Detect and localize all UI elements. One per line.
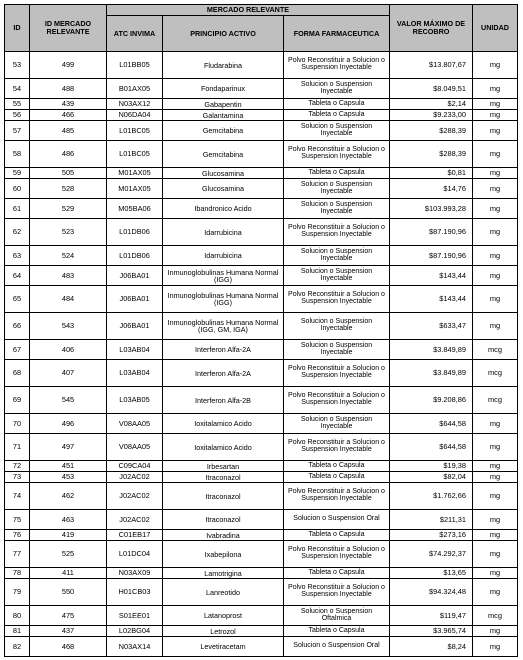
cell-id-mercado: 406: [30, 340, 107, 360]
cell-atc: L02BG04: [107, 626, 163, 637]
cell-unidad: mg: [473, 168, 518, 179]
cell-atc: J06BA01: [107, 313, 163, 340]
cell-valor: $94.324,48: [390, 579, 473, 606]
cell-principio-activo: Inmunoglobulinas Humana Normal (IGG): [163, 286, 284, 313]
cell-unidad: mg: [473, 246, 518, 266]
cell-id-mercado: 496: [30, 414, 107, 434]
cell-principio-activo: Fondaparinux: [163, 79, 284, 99]
cell-unidad: mg: [473, 141, 518, 168]
cell-id: 81: [5, 626, 30, 637]
cell-unidad: mg: [473, 110, 518, 121]
cell-id: 56: [5, 110, 30, 121]
cell-atc: L01BB05: [107, 52, 163, 79]
cell-id: 74: [5, 483, 30, 510]
table-row: [5, 434, 518, 461]
cell-id-mercado: 499: [30, 52, 107, 79]
cell-valor: $87.190,96: [390, 246, 473, 266]
cell-unidad: mg: [473, 286, 518, 313]
cell-unidad: mg: [473, 541, 518, 568]
cell-principio-activo: Lamotrigina: [163, 568, 284, 579]
cell-id: 75: [5, 510, 30, 530]
cell-principio-activo: Glucosamina: [163, 168, 284, 179]
cell-principio-activo: Ivabradina: [163, 530, 284, 541]
cell-id: 78: [5, 568, 30, 579]
cell-id: 80: [5, 606, 30, 626]
cell-unidad: mcg: [473, 606, 518, 626]
cell-valor: $644,58: [390, 434, 473, 461]
cell-principio-activo: Itraconazol: [163, 510, 284, 530]
cell-principio-activo: Letrozol: [163, 626, 284, 637]
header-principio: PRINCIPIO ACTIVO: [163, 16, 284, 52]
cell-principio-activo: Gabapentin: [163, 99, 284, 110]
cell-id-mercado: 505: [30, 168, 107, 179]
cell-unidad: mcg: [473, 387, 518, 414]
cell-id: 58: [5, 141, 30, 168]
cell-forma: Solucion o Suspension Inyectable: [284, 246, 390, 266]
cell-atc: C01EB17: [107, 530, 163, 541]
cell-principio-activo: Idarrubicina: [163, 246, 284, 266]
table-row: [5, 541, 518, 568]
cell-unidad: mg: [473, 483, 518, 510]
cell-principio-activo: Irbesartan: [163, 461, 284, 472]
cell-atc: L03AB04: [107, 340, 163, 360]
cell-forma: Polvo Reconstituir a Solucion o Suspension Inyectable: [284, 579, 390, 606]
cell-valor: $644,58: [390, 414, 473, 434]
table-row: [5, 168, 518, 179]
document-page: [4, 4, 517, 657]
cell-atc: L03AB04: [107, 360, 163, 387]
cell-id-mercado: 462: [30, 483, 107, 510]
cell-valor: $143,44: [390, 286, 473, 313]
table-row: [5, 568, 518, 579]
table-row: [5, 637, 518, 657]
cell-principio-activo: Idarrubicina: [163, 219, 284, 246]
cell-id: 61: [5, 199, 30, 219]
cell-unidad: mcg: [473, 340, 518, 360]
table-row: [5, 219, 518, 246]
cell-forma: Solucion o Suspension Inyectable: [284, 266, 390, 286]
cell-id-mercado: 419: [30, 530, 107, 541]
cell-forma: Tableta o Capsula: [284, 472, 390, 483]
cell-forma: Polvo Reconstituir a Solucion o Suspension Inyectable: [284, 286, 390, 313]
cell-atc: L03AB05: [107, 387, 163, 414]
cell-unidad: mg: [473, 579, 518, 606]
cell-principio-activo: Itraconazol: [163, 483, 284, 510]
cell-valor: $3.965,74: [390, 626, 473, 637]
cell-forma: Tableta o Capsula: [284, 168, 390, 179]
cell-id: 59: [5, 168, 30, 179]
cell-unidad: mg: [473, 199, 518, 219]
header-mercado-relevante: MERCADO RELEVANTE: [107, 5, 390, 16]
cell-unidad: mg: [473, 637, 518, 657]
cell-id-mercado: 484: [30, 286, 107, 313]
cell-valor: $9.233,00: [390, 110, 473, 121]
cell-forma: Tableta o Capsula: [284, 568, 390, 579]
cell-forma: Polvo Reconstituir a Solucion o Suspension Inyectable: [284, 387, 390, 414]
cell-principio-activo: Ioxitalamico Acido: [163, 434, 284, 461]
cell-valor: $87.190,96: [390, 219, 473, 246]
cell-principio-activo: Lanreotido: [163, 579, 284, 606]
cell-unidad: mg: [473, 626, 518, 637]
cell-valor: $13.807,67: [390, 52, 473, 79]
table-row: [5, 199, 518, 219]
header-atc: ATC INVIMA: [107, 16, 163, 52]
cell-valor: $288,39: [390, 141, 473, 168]
cell-id-mercado: 525: [30, 541, 107, 568]
cell-forma: Solucion o Suspension Inyectable: [284, 313, 390, 340]
cell-atc: L01DB06: [107, 219, 163, 246]
cell-atc: J06BA01: [107, 286, 163, 313]
cell-valor: $633,47: [390, 313, 473, 340]
cell-atc: J02AC02: [107, 472, 163, 483]
cell-id: 82: [5, 637, 30, 657]
cell-forma: Solucion o Suspension Oftalmica: [284, 606, 390, 626]
cell-principio-activo: Ibandronico Acido: [163, 199, 284, 219]
cell-id: 67: [5, 340, 30, 360]
cell-id: 63: [5, 246, 30, 266]
cell-forma: Tableta o Capsula: [284, 530, 390, 541]
cell-forma: Polvo Reconstituir a Solucion o Suspension Inyectable: [284, 541, 390, 568]
cell-unidad: mg: [473, 472, 518, 483]
cell-atc: N03AX12: [107, 99, 163, 110]
cell-id: 57: [5, 121, 30, 141]
cell-id: 77: [5, 541, 30, 568]
cell-forma: Solucion o Suspension Inyectable: [284, 179, 390, 199]
table-row: [5, 340, 518, 360]
cell-valor: $3.849,89: [390, 360, 473, 387]
cell-atc: L01DC04: [107, 541, 163, 568]
table-row: [5, 52, 518, 79]
cell-id: 68: [5, 360, 30, 387]
cell-id: 76: [5, 530, 30, 541]
cell-id-mercado: 528: [30, 179, 107, 199]
cell-principio-activo: Itraconazol: [163, 472, 284, 483]
cell-id-mercado: 483: [30, 266, 107, 286]
cell-id: 69: [5, 387, 30, 414]
table-row: [5, 79, 518, 99]
cell-unidad: mg: [473, 219, 518, 246]
cell-atc: M01AX05: [107, 168, 163, 179]
header-unidad: UNIDAD: [473, 5, 518, 52]
cell-principio-activo: Galantamina: [163, 110, 284, 121]
cell-valor: $0,81: [390, 168, 473, 179]
cell-unidad: mcg: [473, 360, 518, 387]
cell-atc: L01DB06: [107, 246, 163, 266]
cell-valor: $9.208,86: [390, 387, 473, 414]
table-row: [5, 360, 518, 387]
cell-unidad: mg: [473, 434, 518, 461]
cell-principio-activo: Glucosamina: [163, 179, 284, 199]
cell-principio-activo: Levetiracetam: [163, 637, 284, 657]
cell-atc: S01EE01: [107, 606, 163, 626]
cell-unidad: mg: [473, 530, 518, 541]
table-row: [5, 461, 518, 472]
cell-unidad: mg: [473, 99, 518, 110]
cell-atc: C09CA04: [107, 461, 163, 472]
cell-forma: Solucion o Suspension Inyectable: [284, 340, 390, 360]
cell-valor: $1.762,66: [390, 483, 473, 510]
cell-id-mercado: 524: [30, 246, 107, 266]
cell-unidad: mg: [473, 510, 518, 530]
cell-valor: $19,38: [390, 461, 473, 472]
cell-id: 65: [5, 286, 30, 313]
cell-id: 55: [5, 99, 30, 110]
cell-unidad: mg: [473, 461, 518, 472]
cell-valor: $143,44: [390, 266, 473, 286]
cell-forma: Solucion o Suspension Inyectable: [284, 121, 390, 141]
table-row: [5, 579, 518, 606]
table-row: [5, 606, 518, 626]
cell-forma: Solucion o Suspension Inyectable: [284, 414, 390, 434]
cell-valor: $8.049,51: [390, 79, 473, 99]
header-id: ID: [5, 5, 30, 52]
header-id-mercado: ID MERCADO RELEVANTE: [30, 5, 107, 52]
cell-id: 71: [5, 434, 30, 461]
cell-valor: $3.849,89: [390, 340, 473, 360]
cell-id-mercado: 407: [30, 360, 107, 387]
cell-unidad: mg: [473, 568, 518, 579]
cell-forma: Polvo Reconstituir a Solucion o Suspension Inyectable: [284, 141, 390, 168]
cell-forma: Tableta o Capsula: [284, 110, 390, 121]
cell-id: 70: [5, 414, 30, 434]
cell-principio-activo: Ixabepilona: [163, 541, 284, 568]
cell-forma: Solucion o Suspension Oral: [284, 637, 390, 657]
cell-forma: Solucion o Suspension Oral: [284, 510, 390, 530]
cell-principio-activo: Interferon Alfa-2B: [163, 387, 284, 414]
table-row: [5, 472, 518, 483]
cell-unidad: mg: [473, 52, 518, 79]
cell-forma: Solucion o Suspension Inyectable: [284, 199, 390, 219]
cell-valor: $2,14: [390, 99, 473, 110]
cell-valor: $211,31: [390, 510, 473, 530]
cell-forma: Tableta o Capsula: [284, 461, 390, 472]
cell-forma: Polvo Reconstituir a Solucion o Suspension Inyectable: [284, 483, 390, 510]
cell-unidad: mg: [473, 79, 518, 99]
cell-id: 60: [5, 179, 30, 199]
cell-valor: $82,04: [390, 472, 473, 483]
cell-principio-activo: Ioxitalamico Acido: [163, 414, 284, 434]
cell-atc: M05BA06: [107, 199, 163, 219]
cell-id-mercado: 453: [30, 472, 107, 483]
cell-unidad: mg: [473, 414, 518, 434]
cell-atc: V08AA05: [107, 414, 163, 434]
cell-principio-activo: Gemcitabina: [163, 121, 284, 141]
table-body: [5, 52, 518, 657]
cell-id-mercado: 437: [30, 626, 107, 637]
cell-id-mercado: 529: [30, 199, 107, 219]
table-row: [5, 99, 518, 110]
cell-id-mercado: 497: [30, 434, 107, 461]
cell-valor: $74.292,37: [390, 541, 473, 568]
cell-id-mercado: 411: [30, 568, 107, 579]
cell-atc: M01AX05: [107, 179, 163, 199]
cell-valor: $14,76: [390, 179, 473, 199]
cell-id-mercado: 550: [30, 579, 107, 606]
cell-principio-activo: Interferon Alfa-2A: [163, 340, 284, 360]
cell-atc: J02AC02: [107, 483, 163, 510]
cell-principio-activo: Latanoprost: [163, 606, 284, 626]
cell-id: 79: [5, 579, 30, 606]
cell-atc: N06DA04: [107, 110, 163, 121]
cell-principio-activo: Inmunoglobulinas Humana Normal (IGG, GM, IGA): [163, 313, 284, 340]
cell-id-mercado: 468: [30, 637, 107, 657]
table-row: [5, 246, 518, 266]
cell-id-mercado: 439: [30, 99, 107, 110]
cell-atc: L01BC05: [107, 141, 163, 168]
cell-valor: $13,65: [390, 568, 473, 579]
table-row: [5, 266, 518, 286]
table-row: [5, 387, 518, 414]
cell-principio-activo: Inmunoglobulinas Humana Normal (IGG): [163, 266, 284, 286]
cell-atc: L01BC05: [107, 121, 163, 141]
cell-atc: J06BA01: [107, 266, 163, 286]
cell-forma: Polvo Reconstituir a Solucion o Suspension Inyectable: [284, 52, 390, 79]
cell-id-mercado: 486: [30, 141, 107, 168]
cell-valor: $273,16: [390, 530, 473, 541]
cell-id: 73: [5, 472, 30, 483]
cell-id-mercado: 451: [30, 461, 107, 472]
cell-forma: Polvo Reconstituir a Solucion o Suspension Inyectable: [284, 219, 390, 246]
cell-id: 62: [5, 219, 30, 246]
table-row: [5, 179, 518, 199]
table-row: [5, 510, 518, 530]
cell-id: 72: [5, 461, 30, 472]
cell-principio-activo: Interferon Alfa-2A: [163, 360, 284, 387]
cell-atc: B01AX05: [107, 79, 163, 99]
header-valor: VALOR MÁXIMO DE RECOBRO: [390, 5, 473, 52]
cell-forma: Polvo Reconstituir a Solucion o Suspension Inyectable: [284, 434, 390, 461]
table-row: [5, 483, 518, 510]
cell-valor: $103.993,28: [390, 199, 473, 219]
cell-id-mercado: 485: [30, 121, 107, 141]
header-forma: FORMA FARMACEUTICA: [284, 16, 390, 52]
cell-forma: Tableta o Capsula: [284, 99, 390, 110]
cell-forma: Tableta o Capsula: [284, 626, 390, 637]
table-row: [5, 110, 518, 121]
table-row: [5, 530, 518, 541]
cell-id: 66: [5, 313, 30, 340]
cell-valor: $8,24: [390, 637, 473, 657]
cell-id: 53: [5, 52, 30, 79]
cell-unidad: mg: [473, 313, 518, 340]
cell-unidad: mg: [473, 121, 518, 141]
recobro-table: [4, 4, 518, 657]
cell-unidad: mg: [473, 266, 518, 286]
cell-id-mercado: 543: [30, 313, 107, 340]
cell-id-mercado: 488: [30, 79, 107, 99]
cell-atc: V08AA05: [107, 434, 163, 461]
cell-valor: $119,47: [390, 606, 473, 626]
table-row: [5, 313, 518, 340]
table-row: [5, 626, 518, 637]
cell-forma: Polvo Reconstituir a Solucion o Suspension Inyectable: [284, 360, 390, 387]
cell-atc: J02AC02: [107, 510, 163, 530]
cell-id-mercado: 466: [30, 110, 107, 121]
cell-id-mercado: 475: [30, 606, 107, 626]
cell-id-mercado: 463: [30, 510, 107, 530]
cell-atc: N03AX09: [107, 568, 163, 579]
cell-id: 64: [5, 266, 30, 286]
cell-atc: H01CB03: [107, 579, 163, 606]
cell-id-mercado: 523: [30, 219, 107, 246]
cell-id-mercado: 545: [30, 387, 107, 414]
table-row: [5, 286, 518, 313]
cell-principio-activo: Fludarabina: [163, 52, 284, 79]
cell-valor: $288,39: [390, 121, 473, 141]
cell-unidad: mg: [473, 179, 518, 199]
cell-principio-activo: Gemcitabina: [163, 141, 284, 168]
table-row: [5, 121, 518, 141]
table-row: [5, 141, 518, 168]
cell-forma: Solucion o Suspension Inyectable: [284, 79, 390, 99]
table-row: [5, 414, 518, 434]
cell-atc: N03AX14: [107, 637, 163, 657]
cell-id: 54: [5, 79, 30, 99]
